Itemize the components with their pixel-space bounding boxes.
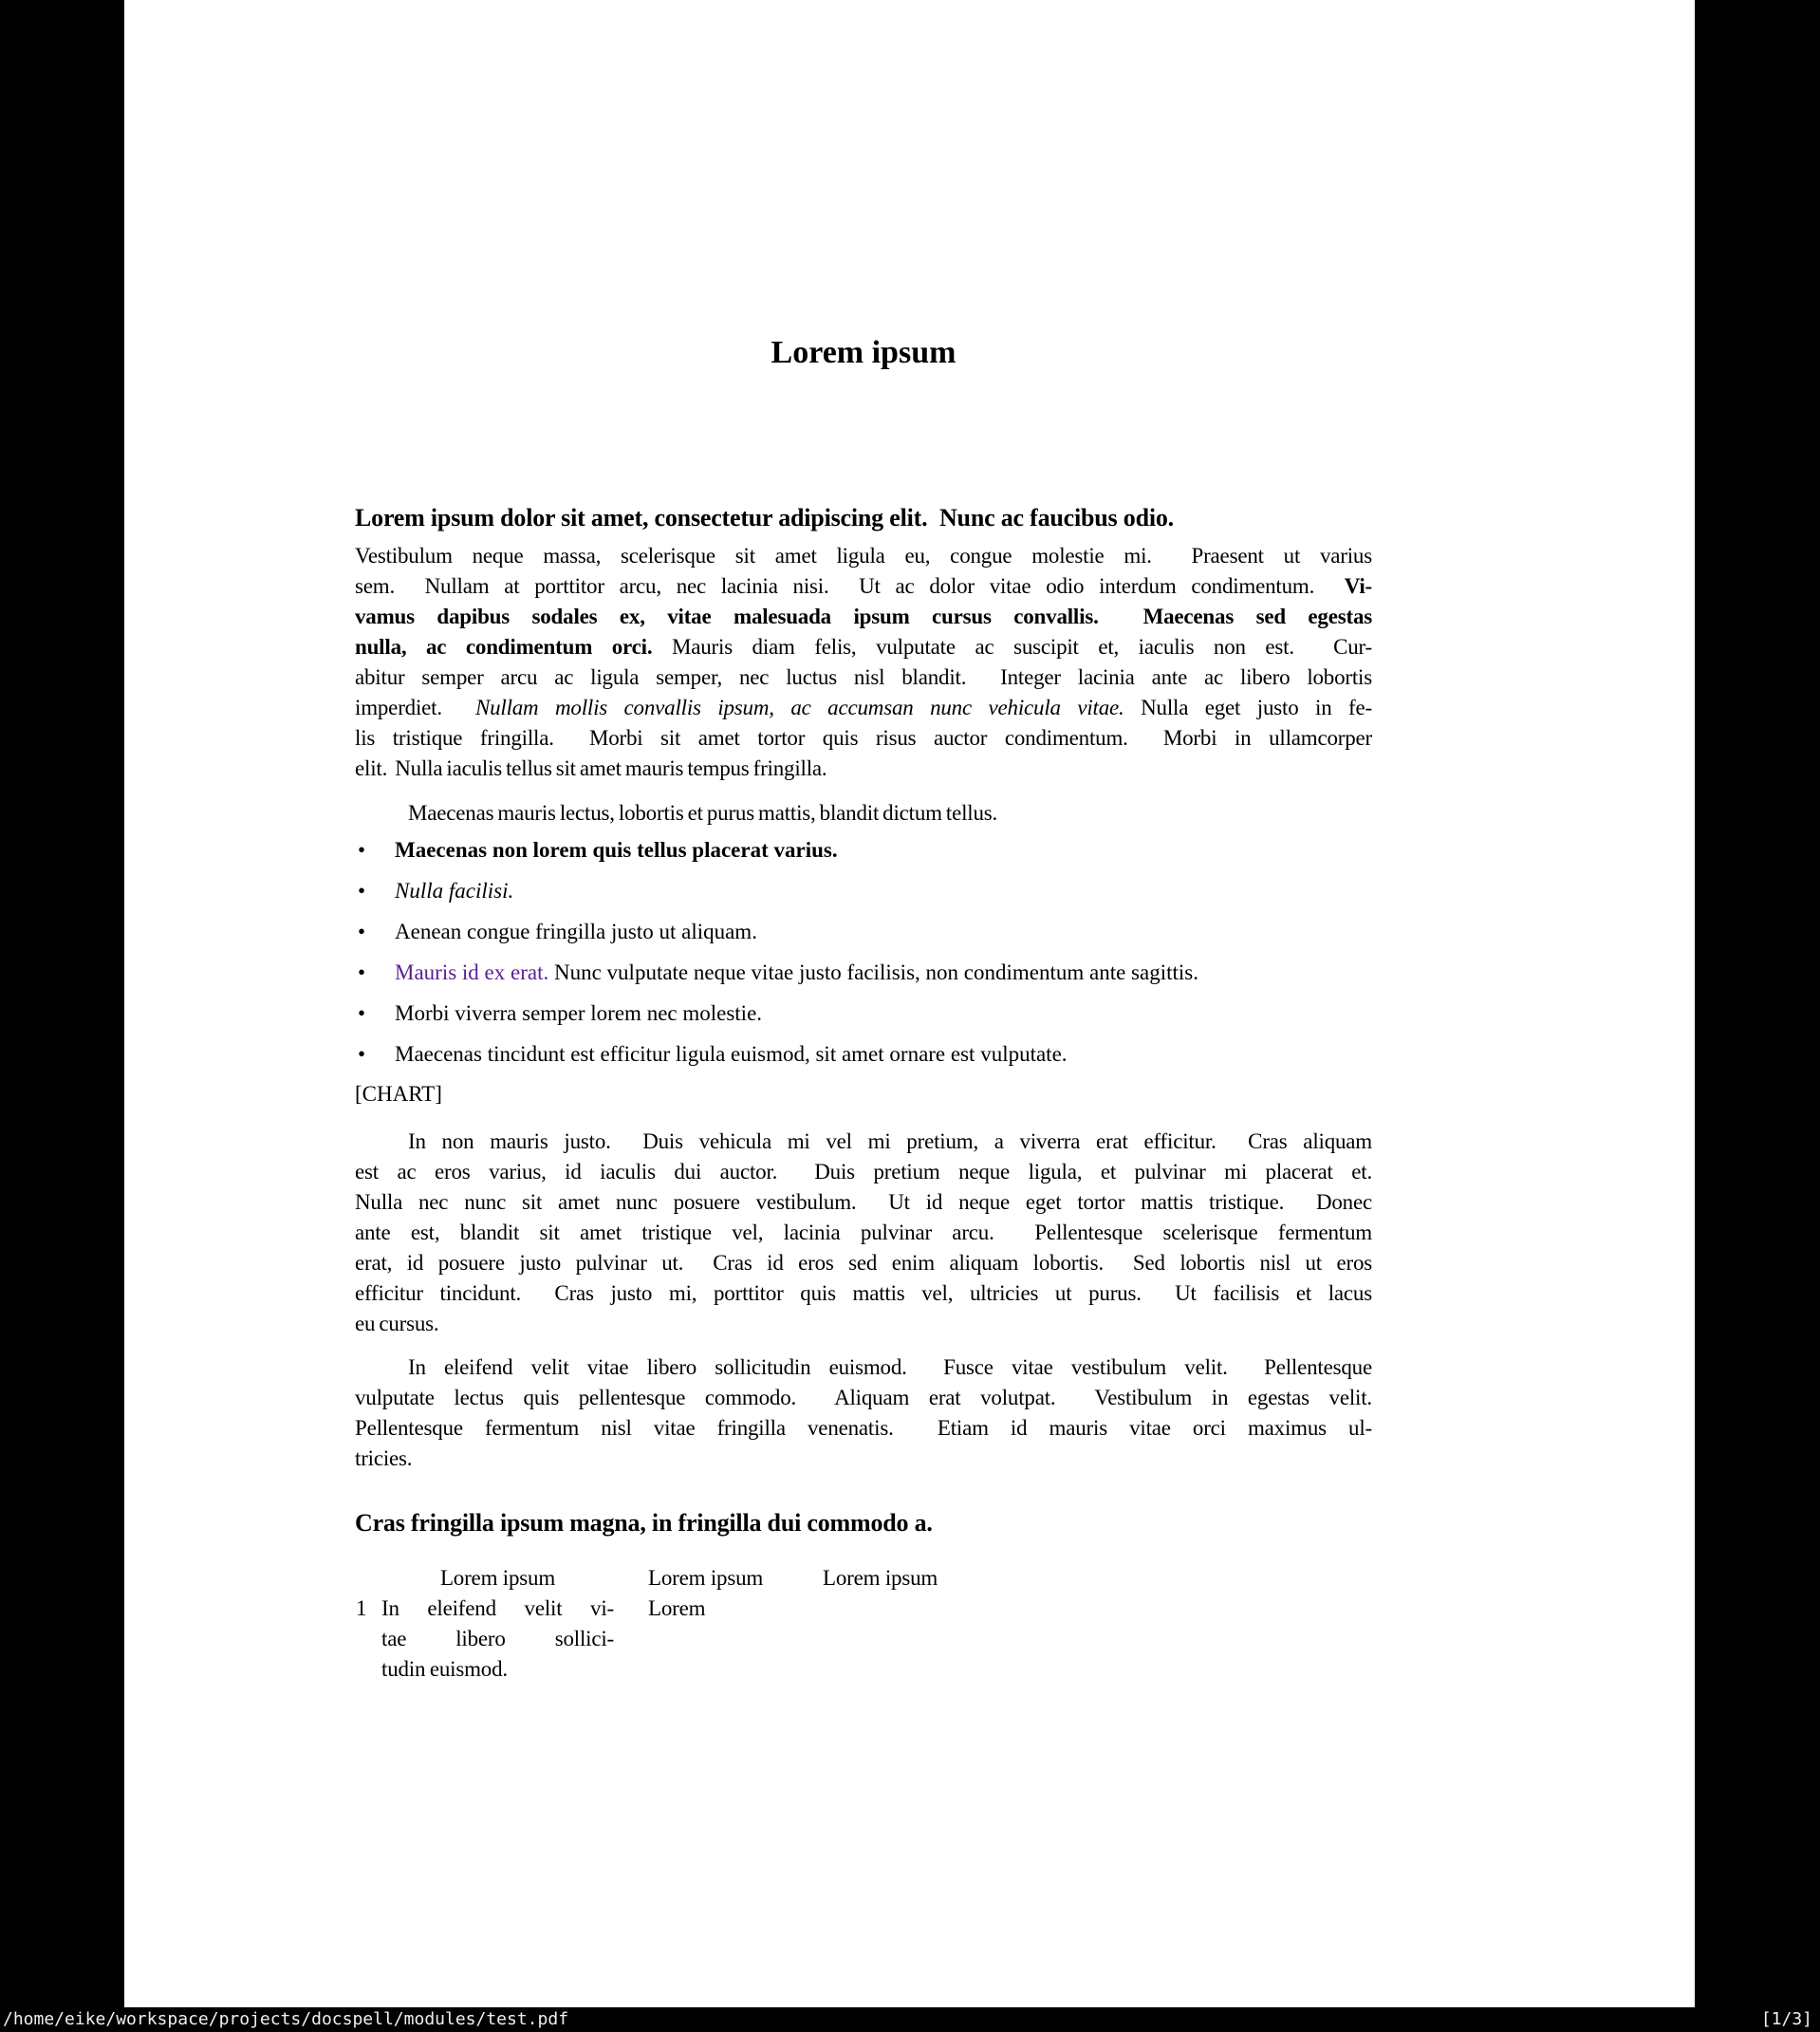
text-run: Nulla eget justo in fe- <box>1124 696 1372 719</box>
text-run: Morbi viverra semper lorem nec molestie. <box>395 1001 763 1025</box>
text-run: In eleifend velit vitae libero sollicitudin euismod. Fusce vitae vestibulum velit. Pellentesque <box>408 1355 1372 1379</box>
text-line <box>355 1383 1372 1413</box>
list-item-text <box>395 1001 762 1025</box>
text-line <box>355 1248 1372 1278</box>
text-run: Maecenas tincidunt est efficitur ligula euismod, sit amet ornare est vulputate. <box>395 1042 1068 1066</box>
table-header-cell: Lorem ipsum <box>823 1566 938 1590</box>
text-run: Nullam mollis convallis ipsum, ac accumsan nunc vehicula vitae. <box>474 696 1124 719</box>
list-item <box>355 835 1372 866</box>
chart-placeholder: [CHART] <box>355 1082 442 1106</box>
list-item-text <box>395 960 1198 984</box>
text-run: efficitur tincidunt. Cras justo mi, porttitor quis mattis vel, ultricies ut purus. Ut facilisis et lacus <box>355 1281 1372 1305</box>
bullet-icon: • <box>358 838 366 862</box>
text-line <box>355 693 1372 723</box>
statusbar-file-path: /home/eike/workspace/projects/docspell/modules/test.pdf <box>3 2009 569 2029</box>
text-run: Pellentesque fermentum nisl vitae fringilla venenatis. Etiam id mauris vitae orci maximus ul- <box>355 1416 1372 1440</box>
text-run: Vi- <box>1344 574 1372 598</box>
bullet-icon: • <box>358 1001 366 1025</box>
document-table <box>356 1563 1142 1696</box>
list-item <box>355 876 1372 906</box>
text-run: In non mauris justo. Duis vehicula mi vel mi pretium, a viverra erat efficitur. Cras aliquam <box>408 1129 1372 1153</box>
text-run: elit. Nulla iaculis tellus sit amet mauris tempus fringilla. <box>355 756 827 780</box>
text-line <box>381 1594 614 1624</box>
text-run: erat, id posuere justo pulvinar ut. Cras id eros sed enim aliquam lobortis. Sed lobortis nisl ut eros <box>355 1251 1372 1275</box>
lead-in-line <box>355 798 1372 829</box>
text-run: est ac eros varius, id iaculis dui auctor. Duis pretium neque ligula, et pulvinar mi placerat et. <box>355 1160 1372 1184</box>
text-line <box>355 1127 1372 1157</box>
text-line <box>355 754 1372 784</box>
text-line <box>355 798 1372 829</box>
text-line <box>355 1309 1372 1339</box>
text-run: abitur semper arcu ac ligula semper, nec luctus nisl blandit. Integer lacinia ante ac libero lobortis <box>355 665 1372 689</box>
section-heading-2: Cras fringilla ipsum magna, in fringilla dui commodo a. <box>355 1509 933 1537</box>
text-line <box>355 571 1372 602</box>
text-run: ante est, blandit sit amet tristique vel, lacinia pulvinar arcu. Pellentesque scelerisque fermentum <box>355 1221 1372 1244</box>
text-run: vulputate lectus quis pellentesque commodo. Aliquam erat volutpat. Vestibulum in egestas velit. <box>355 1386 1372 1409</box>
bullet-icon: • <box>358 879 366 903</box>
paragraph-2 <box>355 1127 1372 1339</box>
list-item <box>355 998 1372 1029</box>
text-run: Maecenas mauris lectus, lobortis et purus mattis, blandit dictum tellus. <box>408 801 998 825</box>
text-run: imperdiet. <box>355 696 475 719</box>
list-item-text <box>395 838 838 862</box>
text-line <box>355 723 1372 754</box>
text-line <box>355 1444 1372 1474</box>
table-row-number: 1 <box>356 1596 367 1620</box>
text-line <box>355 1278 1372 1309</box>
text-run: Nulla nec nunc sit amet nunc posuere vestibulum. Ut id neque eget tortor mattis tristique. Donec <box>355 1190 1372 1214</box>
text-run: Nulla facilisi. <box>395 879 514 903</box>
table-header-cell: Lorem ipsum <box>439 1566 556 1590</box>
bullet-list <box>355 835 1372 1080</box>
list-item-text <box>395 1042 1068 1066</box>
table-cell: Lorem <box>648 1596 706 1620</box>
list-item-text <box>395 920 757 943</box>
paragraph-3 <box>355 1352 1372 1474</box>
bullet-icon: • <box>358 960 366 984</box>
document-title: Lorem ipsum <box>771 335 956 370</box>
text-line <box>355 602 1372 632</box>
text-run: vamus dapibus sodales ex, vitae malesuada ipsum cursus convallis. Maecenas sed egestas <box>355 605 1372 628</box>
table-header-cell: Lorem ipsum <box>648 1566 764 1590</box>
text-run: Maecenas non lorem quis tellus placerat varius. <box>395 838 838 862</box>
table-cell <box>381 1594 614 1685</box>
text-line <box>355 1413 1372 1444</box>
text-line <box>381 1624 614 1654</box>
text-run: Aenean congue fringilla justo ut aliquam. <box>395 920 757 943</box>
text-run: tudin euismod. <box>381 1657 508 1681</box>
text-run: tae libero sollici- <box>381 1627 614 1650</box>
text-run: nulla, ac condimentum orci. <box>355 635 653 659</box>
text-run: Vestibulum neque massa, scelerisque sit amet ligula eu, congue molestie mi. Praesent ut varius <box>355 544 1372 568</box>
text-run: eu cursus. <box>355 1312 439 1335</box>
list-item <box>355 1039 1372 1070</box>
list-item <box>355 958 1372 988</box>
statusbar <box>0 2007 1820 2032</box>
text-run: In eleifend velit vi- <box>381 1596 614 1620</box>
hyperlink[interactable]: Mauris id ex erat. <box>395 960 549 984</box>
statusbar-page-indicator: [1/3] <box>1760 2009 1812 2029</box>
text-line <box>355 1157 1372 1187</box>
text-line <box>381 1654 614 1685</box>
paragraph-1 <box>355 541 1372 784</box>
text-line <box>355 1352 1372 1383</box>
bullet-icon: • <box>358 1042 366 1066</box>
text-line <box>355 541 1372 571</box>
list-item-text <box>395 879 513 903</box>
list-item <box>355 917 1372 947</box>
text-run: sem. Nullam at porttitor arcu, nec lacinia nisi. Ut ac dolor vitae odio interdum condimentum. <box>355 574 1345 598</box>
text-line <box>355 632 1372 662</box>
text-run: Mauris diam felis, vulputate ac suscipit et, iaculis non est. Cur- <box>652 635 1372 659</box>
text-run: tricies. <box>355 1446 413 1470</box>
text-line <box>355 1187 1372 1218</box>
text-line <box>355 1218 1372 1248</box>
pdf-page <box>124 0 1695 2007</box>
text-line <box>355 662 1372 693</box>
bullet-icon: • <box>358 920 366 943</box>
section-heading-1: Lorem ipsum dolor sit amet, consectetur adipiscing elit. Nunc ac faucibus odio. <box>355 504 1174 531</box>
text-run: lis tristique fringilla. Morbi sit amet tortor quis risus auctor condimentum. Morbi in ullamcorper <box>355 726 1372 750</box>
text-run: Nunc vulputate neque vitae justo facilisis, non condimentum ante sagittis. <box>548 960 1198 984</box>
